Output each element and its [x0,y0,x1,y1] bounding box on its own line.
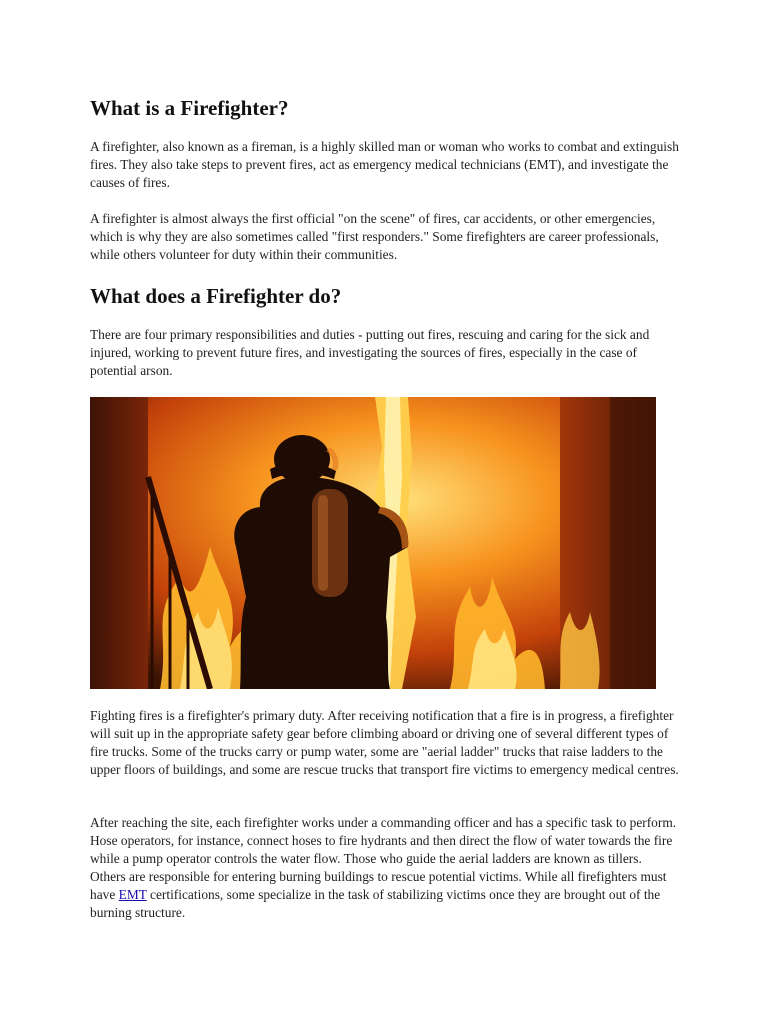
firefighter-in-flames-illustration [90,397,656,689]
heading-what-is-firefighter: What is a Firefighter? [90,96,289,120]
firefighter-photo [90,397,656,689]
paragraph-first-responders: A firefighter is almost always the first official "on the scene" of fires, car accidents, or other emergencies, which is why they are also sometimes called "first responders." Some firefighters are career professionals, while others volunteer for duty within their communities. [90,211,659,262]
paragraph-reaching-the-site [90,814,680,922]
emt-link[interactable]: EMT [118,887,147,902]
paragraph-definition: A firefighter, also known as a fireman, is a highly skilled man or woman who works to combat and extinguish fires. They also take steps to prevent fires, act as emergency medical technicians (EMT), and investigate the causes of fires. [90,139,679,190]
paragraph-responsibilities: There are four primary responsibilities and duties - putting out fires, rescuing and caring for the sick and injured, working to prevent future fires, and investigating the sources of fires, especially in the case of potential arson. [90,327,650,378]
paragraph-fighting-fires: Fighting fires is a firefighter's primary duty. After receiving notification that a fire is in progress, a firefighter will suit up in the appropriate safety gear before climbing aboard or driving one of several different types of fire trucks. Some of the trucks carry or pump water, some are "aerial ladder" trucks that raise ladders to the upper floors of buildings, and some are rescue trucks that transport fire victims to emergency medical centres. [90,708,679,777]
paragraph-text-after-link: certifications, some specialize in the task of stabilizing victims once they are brought out of the burning structure. [90,887,661,920]
heading-what-does-firefighter-do: What does a Firefighter do? [90,284,342,308]
paragraph-text-before-link: After reaching the site, each firefighter works under a commanding officer and has a specific task to perform. Hose operators, for instance, connect hoses to fire hydrants and then direct the flow of water towards the fire while a pump operator controls the water flow. Those who guide the aerial ladders are known as tillers. Others are responsible for entering burning buildings to rescue potential victims. While all firefighters must have [90,815,677,902]
